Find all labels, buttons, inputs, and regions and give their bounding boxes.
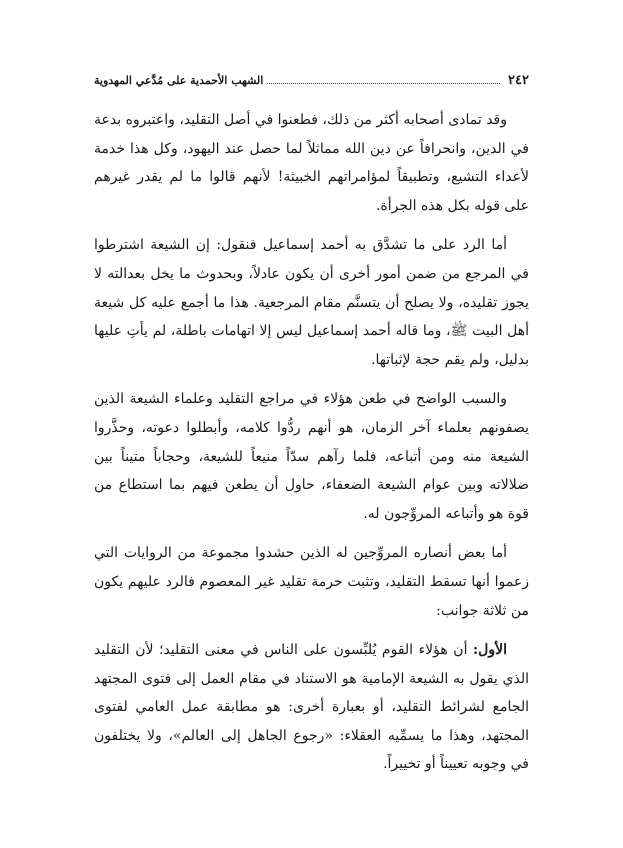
paragraph-text: أن هؤلاء القوم يُلبِّسون على الناس في معنى التقليد؛ لأن التقليد الذي يقول به الشيعة الإمامية هو الاستناد في مقام العمل إلى فتوى المجتهد الجامع لشرائط التقليد، أو بعبارة أخرى: هو مطابقة عمل العامي لفتوى المجتهد، وهذا ما يسمِّيه العقلاء: «رجوع الجاهل إلى العالم»، ولا يختلفون في وجوبه تعييناً أو تخييراً. [94,642,529,773]
paragraph-text: وقد تمادى أصحابه أكثر من ذلك، فطعنوا في أصل التقليد، واعتبروه بدعة في الدين، وانحرافاً عن دين الله مماثلاً لما حصل عند اليهود، وكل هذا خدمة لأعداء التشيع، وتطبيقاً لمؤامراتهم الخبيثة! لأنهم قالوا ما لم يقدر غيرهم على قوله بكل هذه الجرأة. [94,112,529,214]
paragraph-lead: الأول: [473,642,507,659]
header-dot-leader [267,83,500,84]
paragraph-2 [94,231,529,374]
page-header [94,70,529,90]
paragraph-text: أما بعض أنصاره المروِّجين له الذين حشدوا مجموعة من الروايات التي زعموا أنها تسقط التقليد، وتثبت حرمة تقليد غير المعصوم فالرد عليهم يكون من ثلاثة جوانب: [94,545,529,619]
paragraph-4 [94,539,529,625]
paragraph-text: والسبب الواضح في طعن هؤلاء في مراجع التقليد وعلماء الشيعة الذين يصفونهم بعلماء آخر الزمان، هو أنهم ردُّوا كلامه، وأبطلوا دعوته، وحذَّروا الشيعة منه ومن أتباعه، فلما رآهم سدّاً منيعاً للشيعة، وحجاباً متيناً بين ضلالاته وبين عوام الشيعة الضعفاء، حاول أن يطعن فيهم بما استطاع من قوة هو وأتباعه المروِّجون له. [94,391,529,522]
running-title: الشهب الأحمدية على مُدَّعي المهدوية [94,73,264,87]
page-number: ٢٤٢ [508,72,529,88]
paragraph-3 [94,385,529,528]
body-text [94,106,529,790]
paragraph-5 [94,636,529,779]
paragraph-1 [94,106,529,220]
paragraph-text: أما الرد على ما تشدَّق به أحمد إسماعيل فنقول: إن الشيعة اشترطوا في المرجع من ضمن أمور أخرى أن يكون عادلاً، وبحدوث ما يخل بعدالته لا يجوز تقليده، ولا يصلح أن يتسنَّم مقام المرجعية. هذا ما أجمع عليه كل شيعة أهل البيت ﷺ، وما قاله أحمد إسماعيل ليس إلا اتهامات باطلة، لم يأتِ عليها بدليل، ولم يقم حجة لإثباتها. [94,237,529,368]
